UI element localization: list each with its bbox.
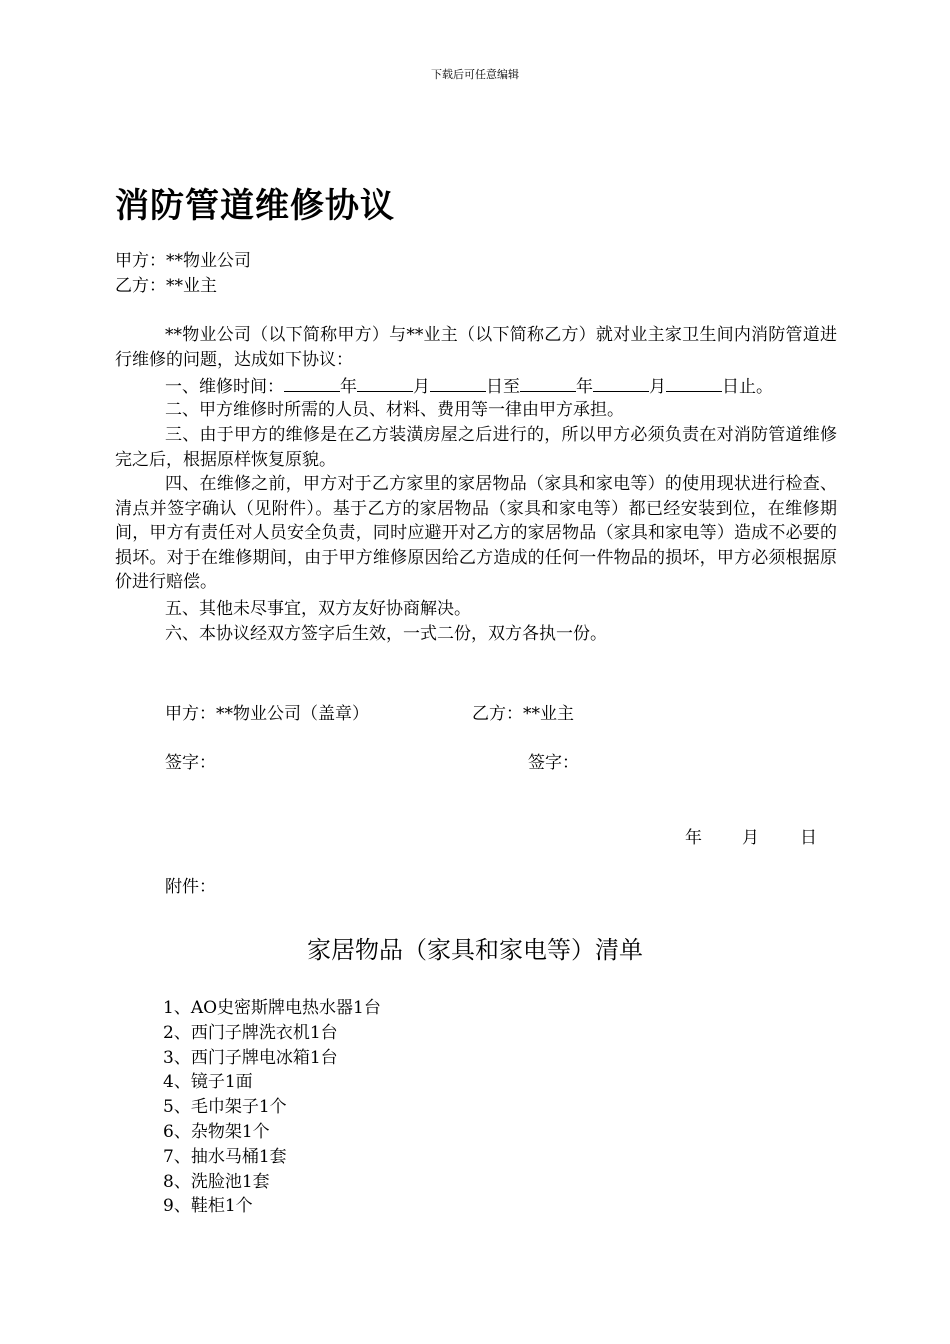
blank-line (520, 373, 576, 392)
sign-label-b: 签字： (528, 753, 579, 773)
signature-party-b: 乙方：**业主 (472, 704, 574, 724)
clause-4: 四、在维修之前，甲方对于乙方家里的家居物品（家具和家电等）的使用现状进行检查、清点并签字确认（见附件）。基于乙方的家居物品（家具和家电等）都已经安装到位，在维修期间，甲方有责任对人员安全负责，同时应避开对乙方的家居物品（家具和家电等）造成不必要的损坏。对于在维修期间，由于甲方维修原因给乙方造成的任何一件物品的损坏，甲方必须根据原价进行赔偿。 (115, 474, 837, 593)
inventory-list-title: 家居物品（家具和家电等）清单 (307, 936, 643, 964)
year-label: 年 (340, 377, 357, 397)
blank-line (593, 373, 649, 392)
list-item: 6、杂物架1个 (163, 1121, 270, 1142)
clause-1 (165, 373, 773, 400)
intro-paragraph: **物业公司（以下简称甲方）与**业主（以下简称乙方）就对业主家卫生间内消防管道进行维修的问题，达成如下协议： (115, 325, 837, 370)
blank-line (357, 373, 413, 392)
party-b-line: 乙方：**业主 (115, 276, 217, 296)
list-item: 4、镜子1面 (163, 1072, 253, 1093)
signature-party-a: 甲方：**物业公司（盖章） (165, 704, 369, 724)
party-a-line: 甲方：**物业公司 (115, 251, 251, 271)
header-note: 下载后可任意编辑 (431, 68, 519, 81)
blank-line (666, 373, 722, 392)
month-label: 月 (649, 377, 666, 397)
clause-3: 三、由于甲方的维修是在乙方装潢房屋之后进行的，所以甲方必须负责在对消防管道维修完之后，根据原样恢复原貌。 (115, 425, 837, 470)
blank-line (430, 373, 486, 392)
clause-2: 二、甲方维修时所需的人员、材料、费用等一律由甲方承担。 (165, 400, 624, 420)
month-label: 月 (413, 377, 430, 397)
date-year-label: 年 (685, 828, 702, 848)
day-label: 日止。 (722, 377, 773, 397)
list-item: 8、洗脸池1套 (163, 1171, 270, 1192)
sign-label-a: 签字： (165, 753, 216, 773)
list-item: 2、西门子牌洗衣机1台 (163, 1022, 338, 1043)
list-item: 7、抽水马桶1套 (163, 1146, 287, 1167)
clause-1-prefix: 一、维修时间： (165, 377, 284, 397)
list-item: 9、鞋柜1个 (163, 1196, 253, 1217)
list-item: 5、毛巾架子1个 (163, 1097, 287, 1118)
list-item: 1、AO史密斯牌电热水器1台 (163, 998, 381, 1018)
inventory-list (163, 996, 381, 1219)
list-item: 3、西门子牌电冰箱1台 (163, 1047, 338, 1068)
blank-line (284, 373, 340, 392)
clause-6: 六、本协议经双方签字后生效，一式二份，双方各执一份。 (165, 624, 607, 644)
attachment-label: 附件： (165, 877, 216, 897)
date-month-label: 月 (742, 828, 759, 848)
day-label: 日至 (486, 377, 520, 397)
document-title: 消防管道维修协议 (115, 186, 395, 226)
date-day-label: 日 (800, 828, 817, 848)
year-label: 年 (576, 377, 593, 397)
clause-5: 五、其他未尽事宜，双方友好协商解决。 (165, 599, 471, 619)
